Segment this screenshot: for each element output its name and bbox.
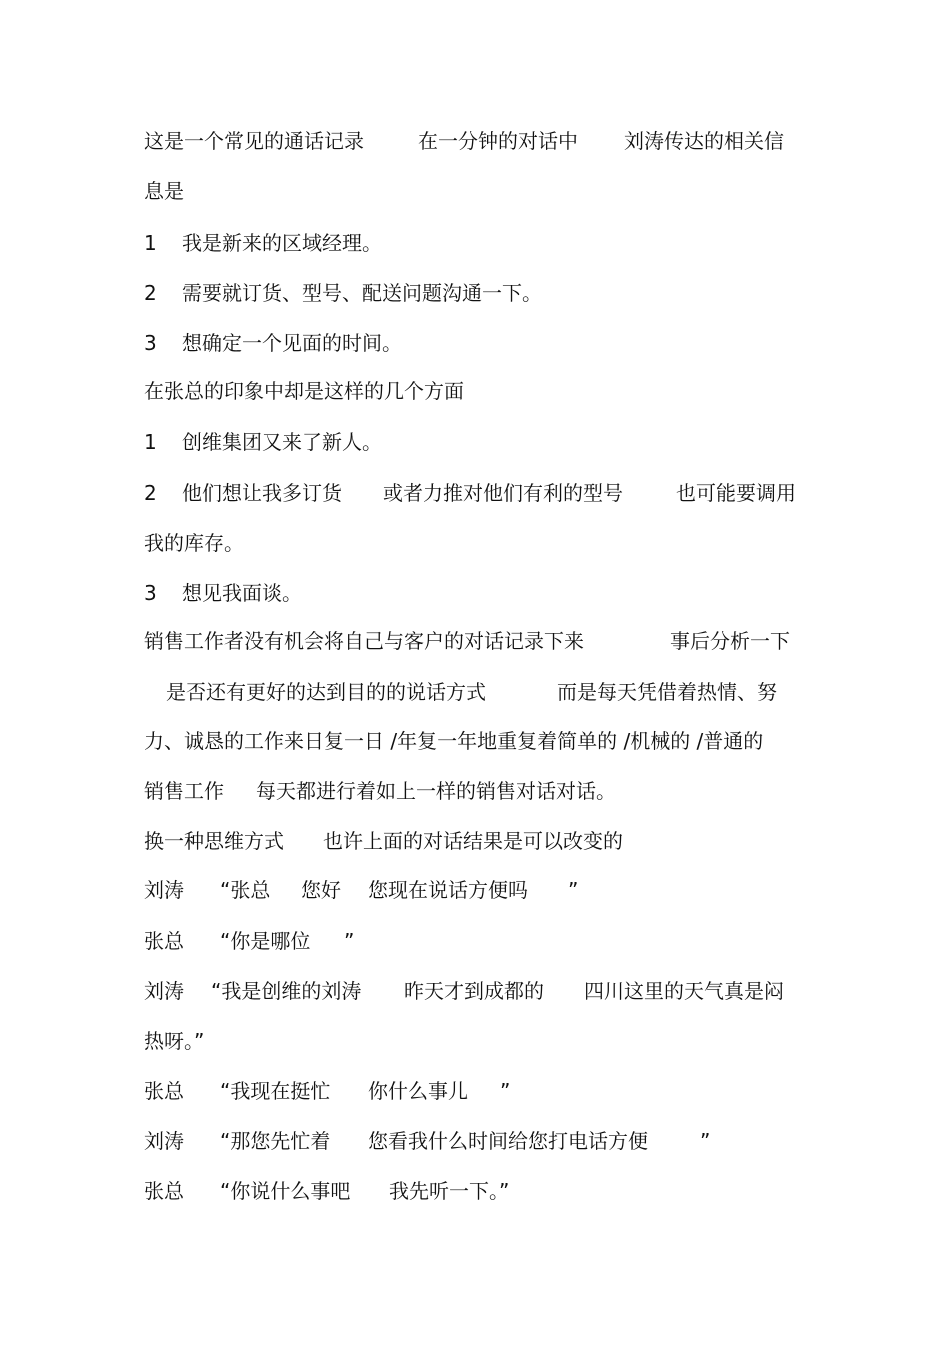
list-item-number: 3 xyxy=(144,581,157,605)
paragraph-line: 每天都进行着如上一样的销售对话对话。 xyxy=(256,779,616,803)
list-item-text: 我是新来的区域经理。 xyxy=(182,231,382,255)
paragraph-line: 而是每天凭借着热情、努 xyxy=(557,680,777,704)
dialogue-text: 您好 xyxy=(301,878,341,902)
dialogue-text: 您看我什么时间给您打电话方便 xyxy=(368,1129,648,1153)
list-item-text: 想见我面谈。 xyxy=(182,581,302,605)
dialogue-text: ” xyxy=(700,1129,711,1153)
list-item-number: 1 xyxy=(144,231,157,255)
list-item-text: 创维集团又来了新人。 xyxy=(182,430,382,454)
section-heading: 在张总的印象中却是这样的几个方面 xyxy=(144,379,464,403)
list-item-number: 2 xyxy=(144,281,157,305)
intro-line1-c: 刘涛传达的相关信 xyxy=(624,129,784,153)
list-item-text: 也可能要调用 xyxy=(676,481,796,505)
list-item-number: 1 xyxy=(144,430,157,454)
paragraph-line: 销售工作 xyxy=(144,779,224,803)
dialogue-text: 我先听一下。” xyxy=(389,1179,510,1203)
section-heading-b: 也许上面的对话结果是可以改变的 xyxy=(323,829,623,853)
dialogue-speaker: 张总 xyxy=(144,1179,184,1203)
dialogue-text: ” xyxy=(500,1079,511,1103)
dialogue-continuation: 热呀。” xyxy=(144,1029,205,1053)
list-item-number: 2 xyxy=(144,481,157,505)
list-item-text: 想确定一个见面的时间。 xyxy=(182,331,402,355)
dialogue-text: 您现在说话方便吗 xyxy=(368,878,528,902)
dialogue-text: “你是哪位 xyxy=(220,929,311,953)
dialogue-text: “那您先忙着 xyxy=(220,1129,331,1153)
intro-line1-a: 这是一个常见的通话记录 xyxy=(144,129,364,153)
dialogue-speaker: 刘涛 xyxy=(144,878,184,902)
list-item-text: 或者力推对他们有利的型号 xyxy=(383,481,623,505)
list-item-text: 他们想让我多订货 xyxy=(182,481,342,505)
dialogue-speaker: 刘涛 xyxy=(144,979,184,1003)
dialogue-text: 昨天才到成都的 xyxy=(404,979,544,1003)
paragraph-line: 事后分析一下 xyxy=(670,629,790,653)
section-heading-a: 换一种思维方式 xyxy=(144,829,284,853)
list-item-continuation: 我的库存。 xyxy=(144,531,244,555)
dialogue-text: “我是创维的刘涛 xyxy=(211,979,362,1003)
intro-line2: 息是 xyxy=(144,179,184,203)
intro-line1-b: 在一分钟的对话中 xyxy=(418,129,578,153)
dialogue-text: “你说什么事吧 xyxy=(220,1179,351,1203)
dialogue-text: ” xyxy=(344,929,355,953)
dialogue-text: 四川这里的天气真是闷 xyxy=(584,979,784,1003)
list-item-number: 3 xyxy=(144,331,157,355)
dialogue-text: “张总 xyxy=(220,878,271,902)
paragraph-line: 力、诚恳的工作来日复一日 /年复一年地重复着简单的 /机械的 /普通的 xyxy=(144,729,764,753)
list-item-text: 需要就订货、型号、配送问题沟通一下。 xyxy=(182,281,542,305)
dialogue-speaker: 张总 xyxy=(144,929,184,953)
paragraph-line: 是否还有更好的达到目的的说话方式 xyxy=(166,680,486,704)
dialogue-speaker: 刘涛 xyxy=(144,1129,184,1153)
paragraph-line: 销售工作者没有机会将自己与客户的对话记录下来 xyxy=(144,629,584,653)
dialogue-text: ” xyxy=(568,878,579,902)
dialogue-text: “我现在挺忙 xyxy=(220,1079,331,1103)
dialogue-speaker: 张总 xyxy=(144,1079,184,1103)
dialogue-text: 你什么事儿 xyxy=(368,1079,468,1103)
